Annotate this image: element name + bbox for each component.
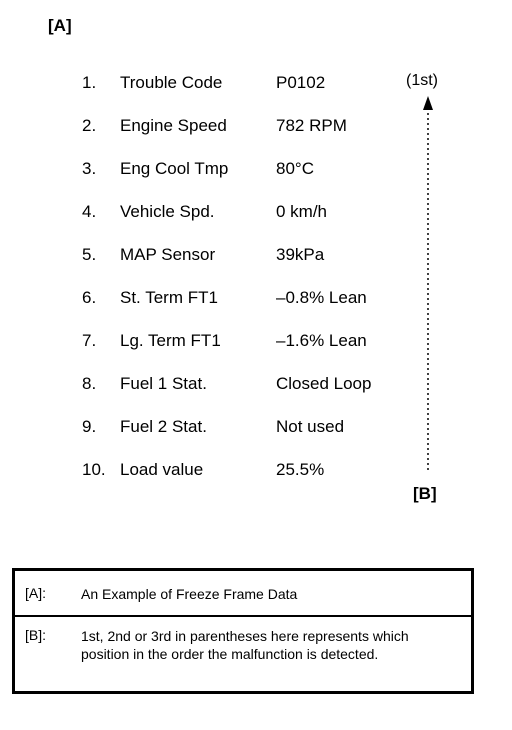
legend-row — [15, 571, 471, 617]
row-value: –0.8% Lean — [276, 288, 367, 307]
row-value: –1.6% Lean — [276, 331, 367, 350]
row-parameter: Fuel 1 Stat. — [120, 374, 207, 393]
row-parameter: Trouble Code — [120, 73, 223, 92]
row-value: 39kPa — [276, 245, 325, 264]
order-label: (1st) — [406, 72, 438, 89]
label-b: [B] — [413, 484, 437, 503]
legend-text: 1st, 2nd or 3rd in parentheses here represents which position in the order the malfunction is detected. — [81, 628, 409, 662]
row-number: 8. — [82, 374, 97, 393]
row-number: 5. — [82, 245, 97, 264]
row-value: 782 RPM — [276, 116, 347, 135]
row-value: Not used — [276, 417, 345, 436]
row-parameter: Fuel 2 Stat. — [120, 417, 207, 436]
row-parameter: Lg. Term FT1 — [120, 331, 221, 350]
order-arrow-icon — [418, 96, 438, 476]
row-parameter: Load value — [120, 460, 204, 479]
row-parameter: St. Term FT1 — [120, 288, 218, 307]
label-a: [A] — [48, 16, 72, 35]
row-number: 6. — [82, 288, 97, 307]
row-number: 3. — [82, 159, 97, 178]
row-value: P0102 — [276, 73, 326, 92]
legend-text: An Example of Freeze Frame Data — [81, 586, 298, 602]
row-number: 4. — [82, 202, 97, 221]
row-number: 1. — [82, 73, 97, 92]
row-parameter: Eng Cool Tmp — [120, 159, 229, 178]
row-parameter: Engine Speed — [120, 116, 227, 135]
row-parameter: MAP Sensor — [120, 245, 216, 264]
row-number: 9. — [82, 417, 97, 436]
row-parameter: Vehicle Spd. — [120, 202, 215, 221]
legend-row — [15, 617, 471, 691]
row-number: 10. — [82, 460, 106, 479]
row-value: 25.5% — [276, 460, 325, 479]
row-value: 0 km/h — [276, 202, 328, 221]
legend-key: [A]: — [25, 585, 47, 601]
row-number: 2. — [82, 116, 97, 135]
row-number: 7. — [82, 331, 97, 350]
legend-key: [B]: — [25, 627, 47, 643]
row-value: 80°C — [276, 159, 314, 178]
row-value: Closed Loop — [276, 374, 372, 393]
legend-box — [12, 568, 474, 694]
